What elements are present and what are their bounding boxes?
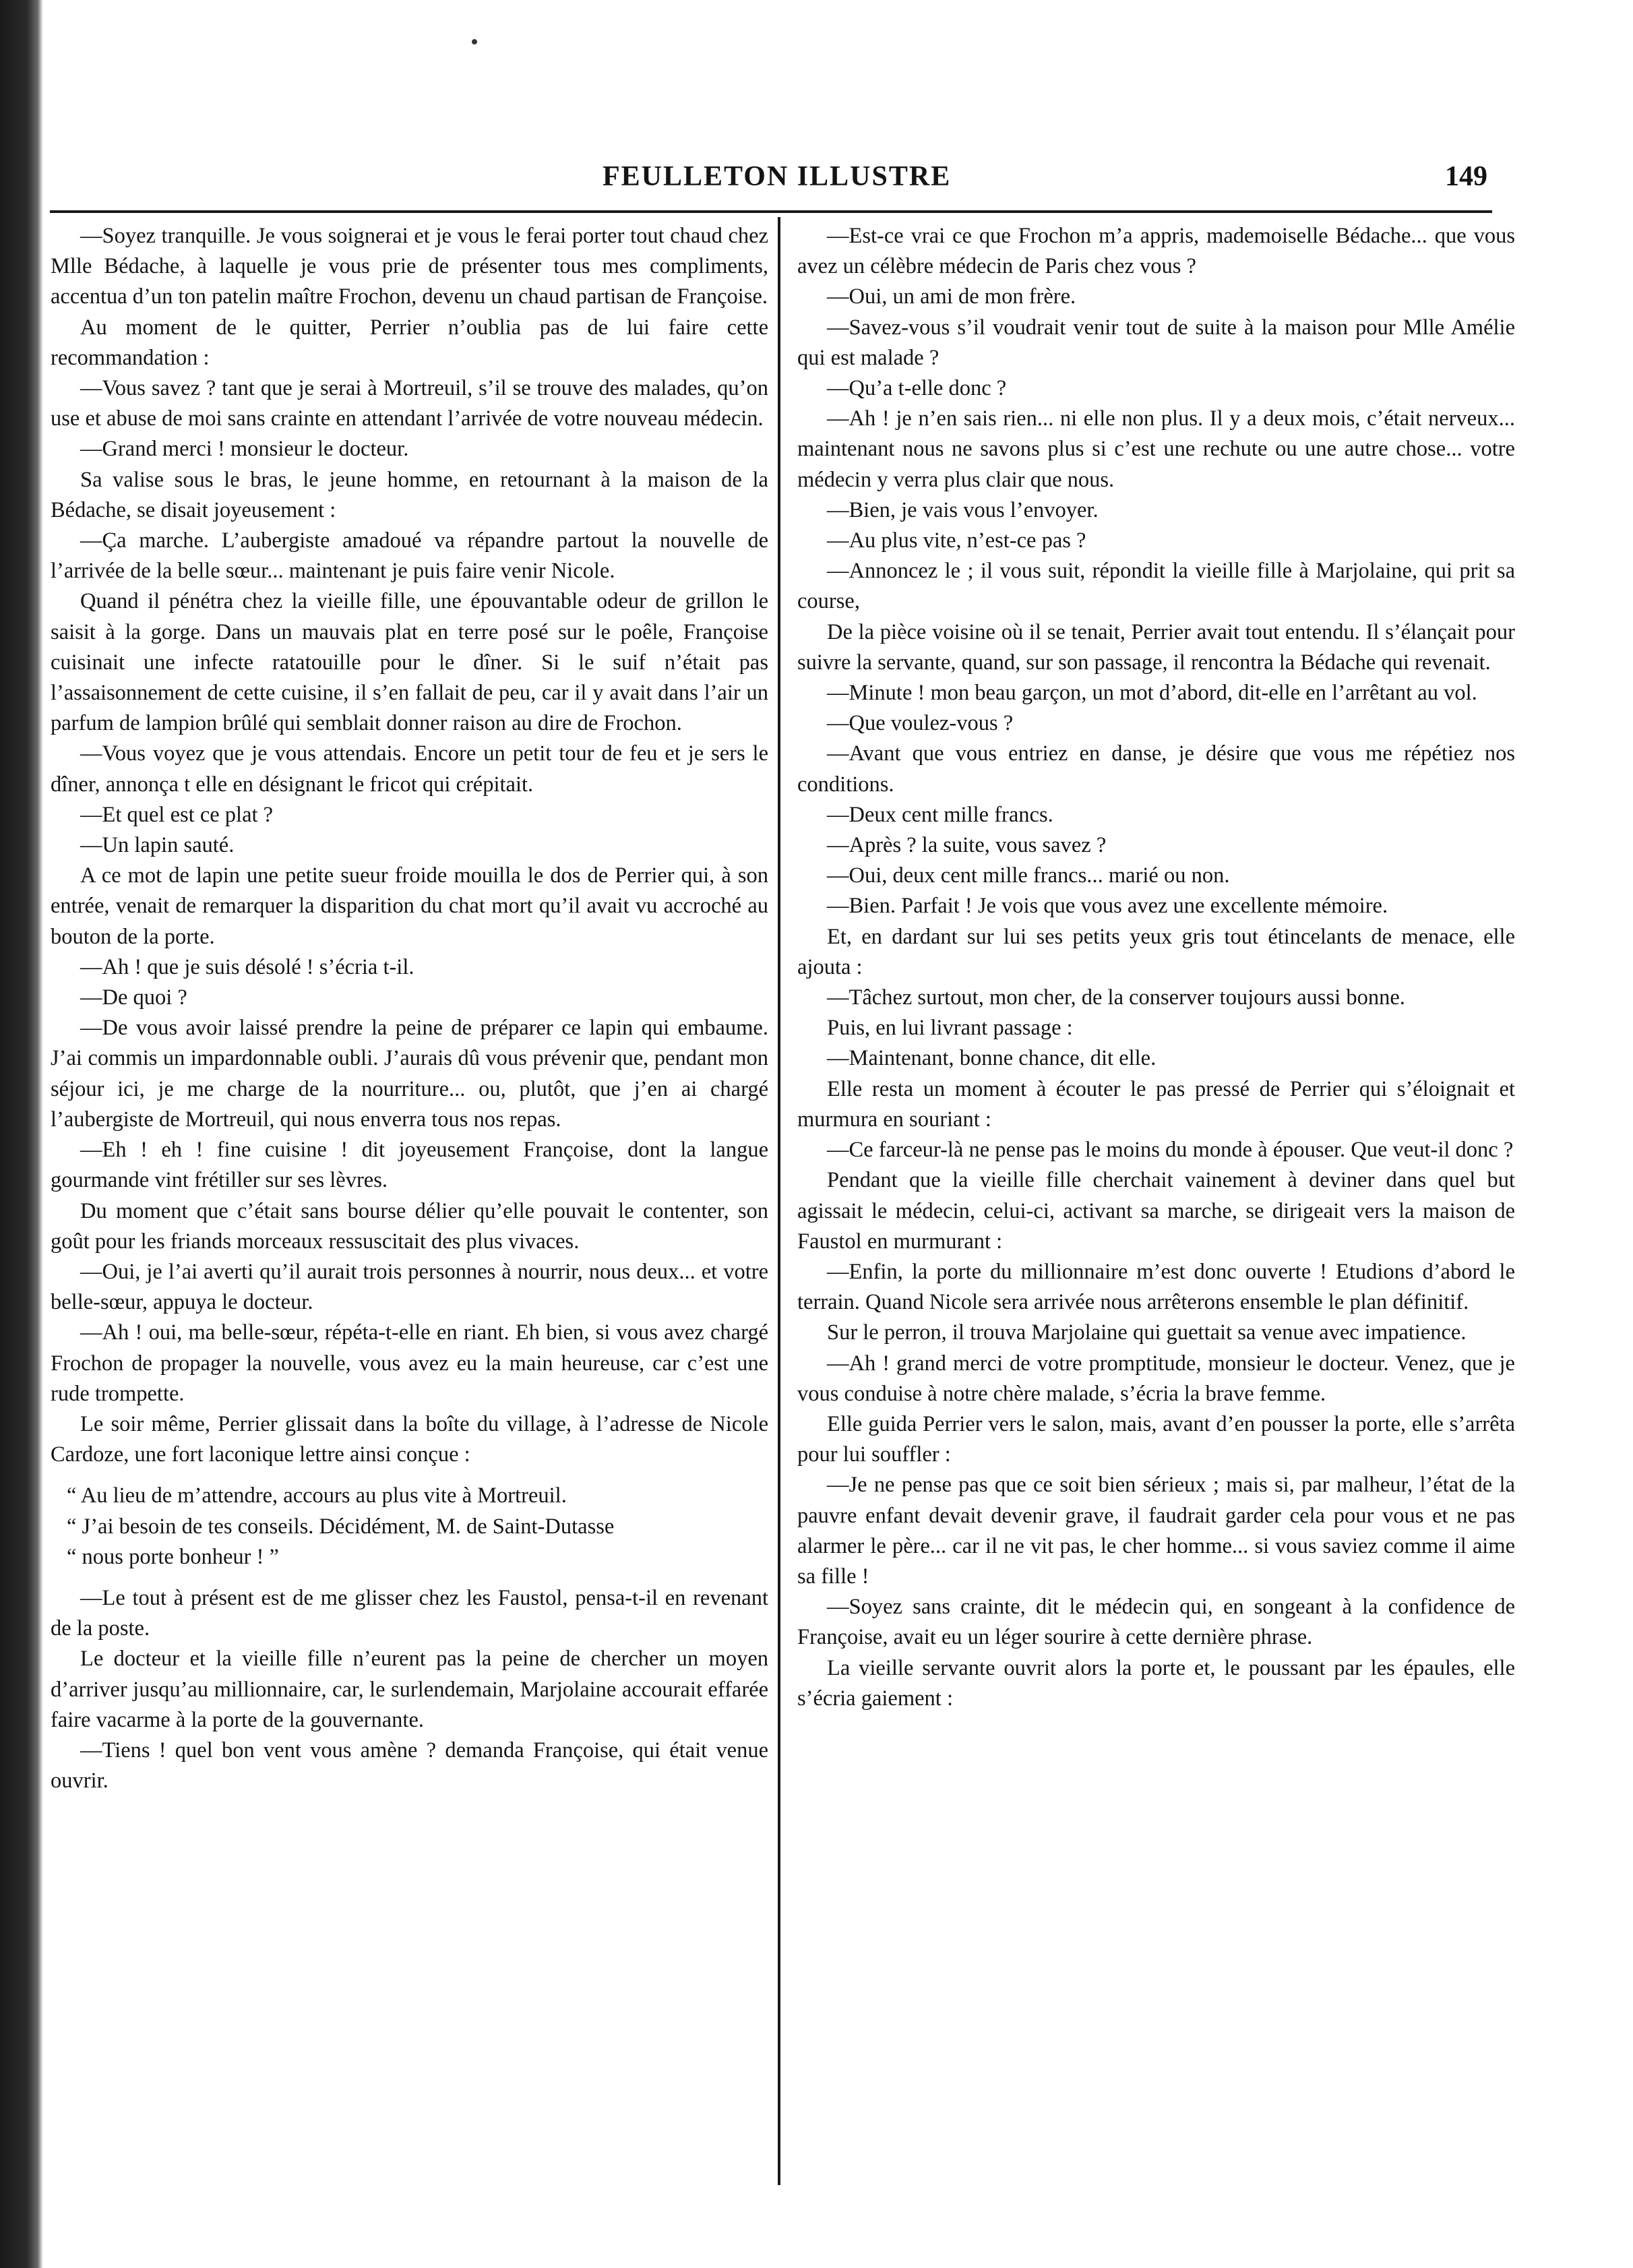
paragraph: —Annoncez le ; il vous suit, répondit la vieille fille à Marjolaine, qui prit sa course,	[797, 559, 1515, 614]
paragraph: —Tiens ! quel bon vent vous amène ? demanda Françoise, qui était venue ouvrir.	[51, 1738, 768, 1794]
binding-edge	[0, 0, 43, 2268]
paragraph: —Oui, je l’ai averti qu’il aurait trois personnes à nourrir, nous deux... et votre belle-sœur, appuya le docteur.	[51, 1259, 768, 1315]
paragraph: —Soyez sans crainte, dit le médecin qui, en songeant à la confidence de Françoise, avait eu un léger sourire à cette dernière phrase.	[797, 1595, 1515, 1650]
paragraph: —Au plus vite, n’est-ce pas ?	[827, 528, 1086, 553]
paragraph: Elle guida Perrier vers le salon, mais, avant d’en pousser la porte, elle s’arrêta pour lui souffler :	[797, 1411, 1515, 1467]
paragraph: —Grand merci ! monsieur le docteur.	[80, 437, 409, 462]
paragraph: “ J’ai besoin de tes conseils. Décidément, M. de Saint-Dutasse	[67, 1514, 615, 1539]
running-head: FEULLETON ILLUSTRE	[603, 161, 952, 192]
paragraph: —Est-ce vrai ce que Frochon m’a appris, mademoiselle Bédache... que vous avez un célèbre médecin de Paris chez vous ?	[797, 224, 1515, 279]
paragraph: —Tâchez surtout, mon cher, de la conserver toujours aussi bonne.	[827, 985, 1405, 1010]
paragraph: Du moment que c’était sans bourse délier qu’elle pouvait le contenter, son goût pour les friands morceaux ressuscitait des plus vivaces.	[51, 1198, 768, 1254]
paragraph: —Ah ! grand merci de votre promptitude, monsieur le docteur. Venez, que je vous conduise à notre chère malade, s’écria la brave femme.	[797, 1351, 1515, 1406]
paragraph: —Ah ! oui, ma belle-sœur, répéta-t-elle en riant. Eh bien, si vous avez chargé Frochon de propager la nouvelle, vous avez eu la main heureuse, car c’est une rude trompette.	[51, 1320, 768, 1406]
paragraph: —Eh ! eh ! fine cuisine ! dit joyeusement Françoise, dont la langue gourmande vint frétiller sur ses lèvres.	[51, 1138, 768, 1193]
paragraph: —Bien, je vais vous l’envoyer.	[827, 497, 1099, 522]
paragraph: —Ah ! que je suis désolé ! s’écria t-il.	[80, 954, 414, 979]
paragraph: Sur le perron, il trouva Marjolaine qui guettait sa venue avec impatience.	[827, 1320, 1467, 1345]
paragraph: —Oui, un ami de mon frère.	[827, 284, 1076, 309]
paragraph: —Oui, deux cent mille francs... marié ou non.	[827, 863, 1230, 888]
paragraph: —Enfin, la porte du millionnaire m’est donc ouverte ! Etudions d’abord le terrain. Quand Nicole sera arrivée nous arrêterons ensemble le plan définitif.	[797, 1259, 1515, 1315]
paragraph: A ce mot de lapin une petite sueur froide mouilla le dos de Perrier qui, à son entrée, venait de remarquer la disparition du chat mort qu’il avait vu accroché au bouton de la porte.	[51, 863, 768, 949]
paragraph: —Ce farceur-là ne pense pas le moins du monde à épouser. Que veut-il donc ?	[827, 1138, 1514, 1163]
paragraph: Au moment de le quitter, Perrier n’oublia pas de lui faire cette recommandation :	[51, 315, 768, 370]
paragraph: Elle resta un moment à écouter le pas pressé de Perrier qui s’éloignait et murmura en souriant :	[797, 1076, 1515, 1132]
page-number: 149	[1445, 161, 1487, 192]
paragraph: Le soir même, Perrier glissait dans la boîte du village, à l’adresse de Nicole Cardoze, une fort laconique lettre ainsi conçue :	[51, 1411, 768, 1467]
paragraph: “ nous porte bonheur ! ”	[67, 1544, 279, 1569]
paragraph: Sa valise sous le bras, le jeune homme, en retournant à la maison de la Bédache, se disait joyeusement :	[51, 467, 768, 522]
paragraph: —Ça marche. L’aubergiste amadoué va répandre partout la nouvelle de l’arrivée de la belle sœur... maintenant je puis faire venir Nicole.	[51, 528, 768, 584]
column-rule	[778, 217, 780, 2185]
paragraph: —Minute ! mon beau garçon, un mot d’abord, dit-elle en l’arrêtant au vol.	[827, 681, 1477, 706]
paragraph: —Le tout à présent est de me glisser chez les Faustol, pensa-t-il en revenant de la poste.	[51, 1585, 768, 1641]
paragraph: Pendant que la vieille fille cherchait vainement à deviner dans quel but agissait le médecin, celui-ci, activant sa marche, se dirigeait vers la maison de Faustol en murmurant :	[797, 1168, 1515, 1254]
paragraph: —Que voulez-vous ?	[827, 711, 1014, 736]
paragraph: Puis, en lui livrant passage :	[827, 1016, 1073, 1041]
left-column	[51, 221, 768, 1796]
paragraph: —Ah ! je n’en sais rien... ni elle non plus. Il y a deux mois, c’était nerveux... maintenant nous ne savons plus si c’est une rechute ou une autre chose... votre médecin y verra plus clair que nous.	[797, 406, 1515, 492]
paragraph: “ Au lieu de m’attendre, accours au plus vite à Mortreuil.	[67, 1483, 567, 1508]
paragraph: —Qu’a t-elle donc ?	[827, 376, 1007, 401]
paragraph: —Bien. Parfait ! Je vois que vous avez une excellente mémoire.	[827, 894, 1388, 919]
paragraph: —Je ne pense pas que ce soit bien sérieux ; mais si, par malheur, l’état de la pauvre enfant devait devenir grave, il faudrait garder cela pour vous et ne pas alarmer le père... car il ne vit pas, le cher homme... si vous saviez comme il aime sa fille !	[797, 1473, 1515, 1589]
ink-speck	[472, 39, 477, 44]
paragraph: —Après ? la suite, vous savez ?	[827, 833, 1107, 858]
paragraph: Quand il pénétra chez la vieille fille, une épouvantable odeur de grillon le saisit à la gorge. Dans un mauvais plat en terre posé sur le poêle, Françoise cuisinait une infecte ratatouille pour le dîner. Si le suif n’était pas l’assaisonnement de cette cuisine, il s’en fallait de peu, car il y avait dans l’air un parfum de lampion brûlé qui semblait donner raison au dire de Frochon.	[51, 589, 768, 736]
paragraph: —Un lapin sauté.	[80, 833, 235, 858]
paragraph: —Et quel est ce plat ?	[80, 802, 274, 827]
paragraph: Le docteur et la vieille fille n’eurent pas la peine de chercher un moyen d’arriver jusqu’au millionnaire, car, le surlendemain, Marjolaine accourait effarée faire vacarme à la porte de la gouvernante.	[51, 1647, 768, 1732]
paragraph: La vieille servante ouvrit alors la porte et, le poussant par les épaules, elle s’écria gaiement :	[797, 1655, 1515, 1711]
paragraph: —Savez-vous s’il voudrait venir tout de suite à la maison pour Mlle Amélie qui est malade ?	[797, 315, 1515, 370]
paragraph: —Maintenant, bonne chance, dit elle.	[827, 1046, 1157, 1071]
paragraph: —Vous savez ? tant que je serai à Mortreuil, s’il se trouve des malades, qu’on use et abuse de moi sans crainte en attendant l’arrivée de votre nouveau médecin.	[51, 376, 768, 431]
paragraph: —Soyez tranquille. Je vous soignerai et je vous le ferai porter tout chaud chez Mlle Bédache, à laquelle je vous prie de présenter tous mes compliments, accentua d’un ton patelin maître Frochon, devenu un chaud partisan de Françoise.	[51, 224, 768, 309]
paragraph: —De quoi ?	[80, 985, 187, 1010]
paragraph: —Avant que vous entriez en danse, je désire que vous me répétiez nos conditions.	[797, 741, 1515, 797]
paragraph: —Vous voyez que je vous attendais. Encore un petit tour de feu et je sers le dîner, annonça t elle en désignant le fricot qui crépitait.	[51, 741, 768, 797]
paragraph: De la pièce voisine où il se tenait, Perrier avait tout entendu. Il s’élançait pour suivre la servante, quand, sur son passage, il rencontra la Bédache qui revenait.	[797, 619, 1515, 675]
header-rule	[50, 210, 1492, 213]
right-column	[797, 221, 1515, 1714]
paragraph: Et, en dardant sur lui ses petits yeux gris tout étincelants de menace, elle ajouta :	[797, 924, 1515, 979]
paragraph: —De vous avoir laissé prendre la peine de préparer ce lapin qui embaume. J’ai commis un impardonnable oubli. J’aurais dû vous prévenir que, pendant mon séjour ici, je me charge de la nourriture... ou, plutôt, que j’en ai chargé l’aubergiste de Mortreuil, qui nous enverra tous nos repas.	[51, 1016, 768, 1132]
paragraph: —Deux cent mille francs.	[827, 802, 1053, 827]
